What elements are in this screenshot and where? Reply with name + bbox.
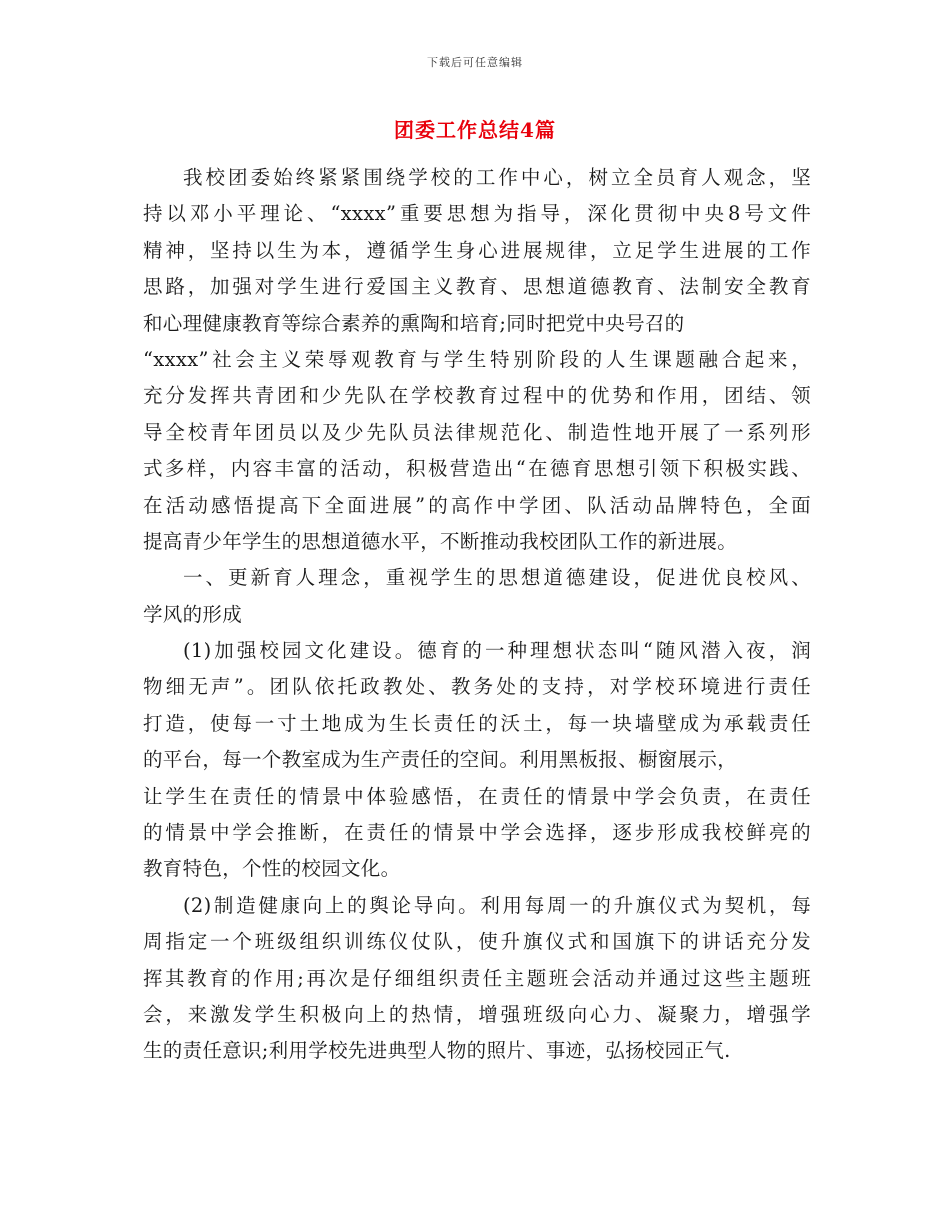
text-line: 的情景中学会推断，在责任的情景中学会选择，逐步形成我校鲜亮的 (143, 821, 811, 845)
header-note: 下载后可任意编辑 (427, 56, 523, 69)
section-heading-line: 一、更新育人理念，重视学生的思想道德建设，促进优良校风、 (183, 566, 811, 590)
text-line: 式多样，内容丰富的活动，积极营造出“在德育思想引领下积极实践、 (143, 457, 811, 481)
text-line: (1)加强校园文化建设。德育的一种理想状态叫“随风潜入夜，润 (183, 639, 811, 663)
document-body (143, 160, 811, 1070)
text-line: 让学生在责任的情景中体验感悟，在责任的情景中学会负责，在责任 (143, 784, 811, 808)
text-line: 周指定一个班级组织训练仪仗队，使升旗仪式和国旗下的讲话充分发 (143, 930, 811, 954)
section-heading-line: 学风的形成 (143, 602, 243, 626)
text-line: 和心理健康教育等综合素养的熏陶和培育;同时把党中央号召的 (143, 311, 685, 335)
text-line: 会，来激发学生积极向上的热情，增强班级向心力、凝聚力，增强学 (143, 1002, 811, 1026)
text-line: 教育特色，个性的校园文化。 (143, 857, 401, 881)
text-line: 在活动感悟提高下全面进展”的高作中学团、队活动品牌特色，全面 (143, 493, 811, 517)
text-line: “xxxx”社会主义荣辱观教育与学生特别阶段的人生课题融合起来， (143, 347, 811, 371)
text-line: 提高青少年学生的思想道德水平，不断推动我校团队工作的新进展。 (143, 529, 738, 553)
text-line: (2)制造健康向上的舆论导向。利用每周一的升旗仪式为契机，每 (183, 893, 811, 917)
text-line: 充分发挥共青团和少先队在学校教育过程中的优势和作用，团结、领 (143, 384, 811, 408)
text-line: 物细无声”。团队依托政教处、教务处的支持，对学校环境进行责任 (143, 675, 811, 699)
text-line: 生的责任意识;利用学校先进典型人物的照片、事迹，弘扬校园正气. (143, 1039, 731, 1063)
text-line: 精神，坚持以生为本，遵循学生身心进展规律，立足学生进展的工作 (143, 238, 811, 262)
text-line: 的平台，每一个教室成为生产责任的空间。利用黑板报、橱窗展示， (143, 748, 738, 772)
text-line: 打造，使每一寸土地成为生长责任的沃土，每一块墙壁成为承载责任 (143, 711, 811, 735)
text-line: 挥其教育的作用;再次是仔细组织责任主题班会活动并通过这些主题班 (143, 966, 811, 990)
text-line: 我校团委始终紧紧围绕学校的工作中心，树立全员育人观念，坚 (183, 166, 811, 189)
text-line: 思路，加强对学生进行爱国主义教育、思想道德教育、法制安全教育 (143, 275, 811, 299)
text-line: 导全校青年团员以及少先队员法律规范化、制造性地开展了一系列形 (143, 420, 811, 444)
document-title: 团委工作总结4篇 (394, 118, 556, 142)
text-line: 持以邓小平理论、“xxxx”重要思想为指导，深化贯彻中央8号文件 (143, 202, 811, 226)
